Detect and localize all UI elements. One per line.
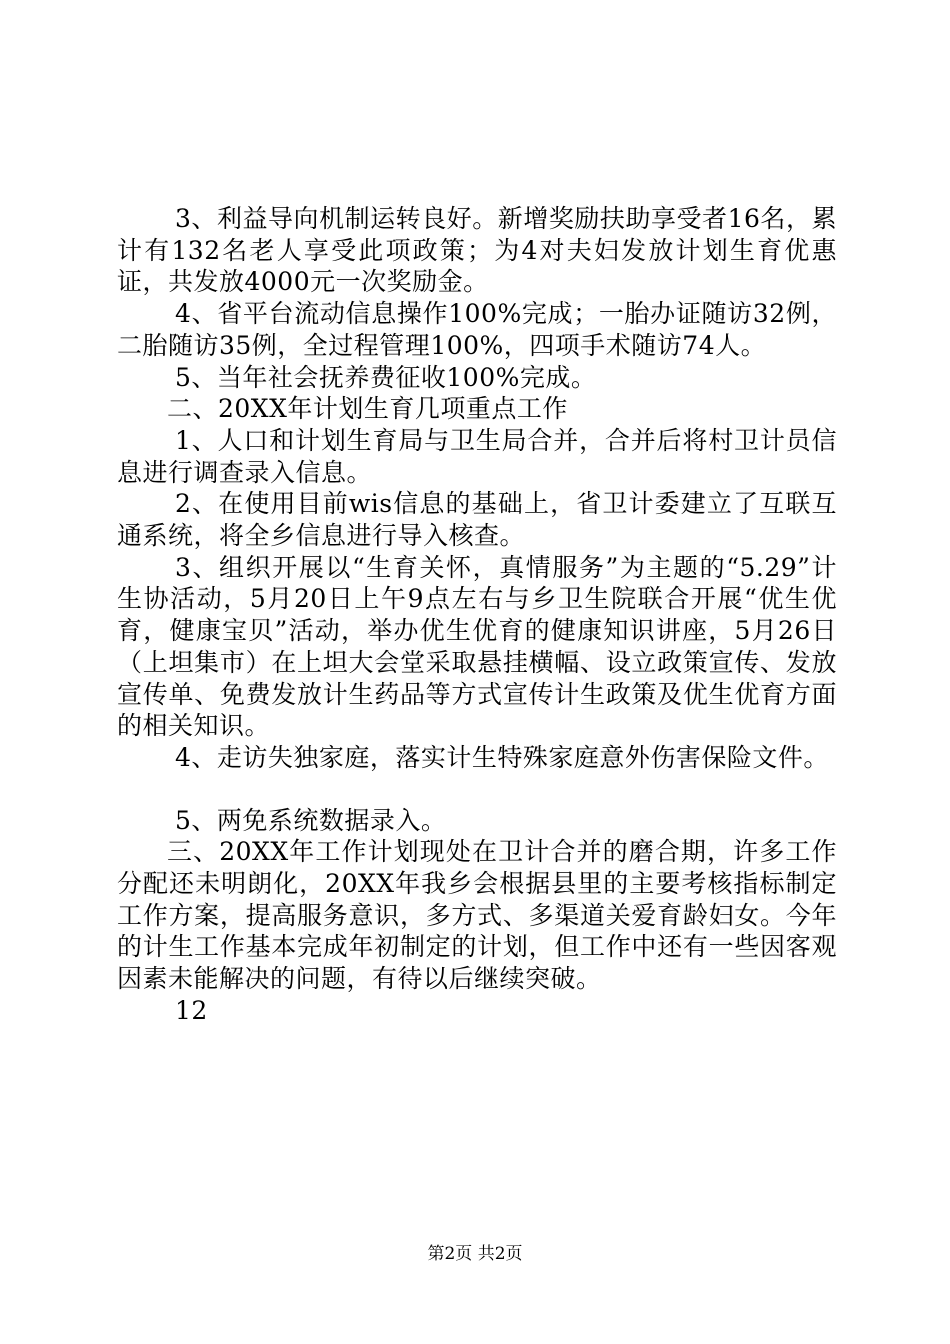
section-heading-key-work: 二、20XX年计划生育几项重点工作 (167, 394, 568, 424)
section-work-plan: 三、20XX年工作计划现处在卫计合并的磨合期，许多工作分配还未明朗化，20XX年我乡会根据县里的主要考核指标制定工作方案，提高服务意识，多方式、多渠道关爱育龄妇女。今年的计生工作基本完成年初制定的计划，但工作中还有一些因客观因素未能解决的问题，有待以后继续突破。 (117, 837, 837, 994)
paragraph-trailing-number: 12 (175, 995, 208, 1025)
paragraph-data-entry: 5、两免系统数据录入。 (175, 805, 447, 835)
paragraph-529-activity: 3、组织开展以“生育关怀，真情服务”为主题的“5.29”计生协活动，5月20日上午9点左右与乡卫生院联合开展“优生优育，健康宝贝”活动，举办优生优育的健康知识讲座，5月26日（上坦集市）在上坦大会堂采取悬挂横幅、设立政策宣传、发放宣传单、免费发放计生药品等方式宣传计生政策及优生优育方面的相关知识。 (117, 552, 837, 741)
paragraph-family-visits: 4、走访失独家庭，落实计生特殊家庭意外伤害保险文件。 (175, 742, 829, 772)
paragraph-interconnect-system: 2、在使用目前wis信息的基础上，省卫计委建立了互联互通系统，将全乡信息进行导入核查。 (117, 489, 837, 551)
document-body (117, 203, 837, 1027)
page-footer: 第2页 共2页 (427, 1244, 523, 1264)
paragraph-spacer (117, 774, 837, 805)
paragraph-social-fee: 5、当年社会抚养费征收100%完成。 (175, 362, 597, 392)
paragraph-merger: 1、人口和计划生育局与卫生局合并，合并后将村卫计员信息进行调查录入信息。 (117, 425, 837, 487)
paragraph-floating-info: 4、省平台流动信息操作100%完成；一胎办证随访32例，二胎随访35例，全过程管理100%，四项手术随访74人。 (117, 299, 837, 360)
paragraph-incentive-mechanism: 3、利益导向机制运转良好。新增奖励扶助享受者16名，累计有132名老人享受此项政策；为4对夫妇发放计划生育优惠证，共发放4000元一次奖励金。 (117, 204, 837, 297)
